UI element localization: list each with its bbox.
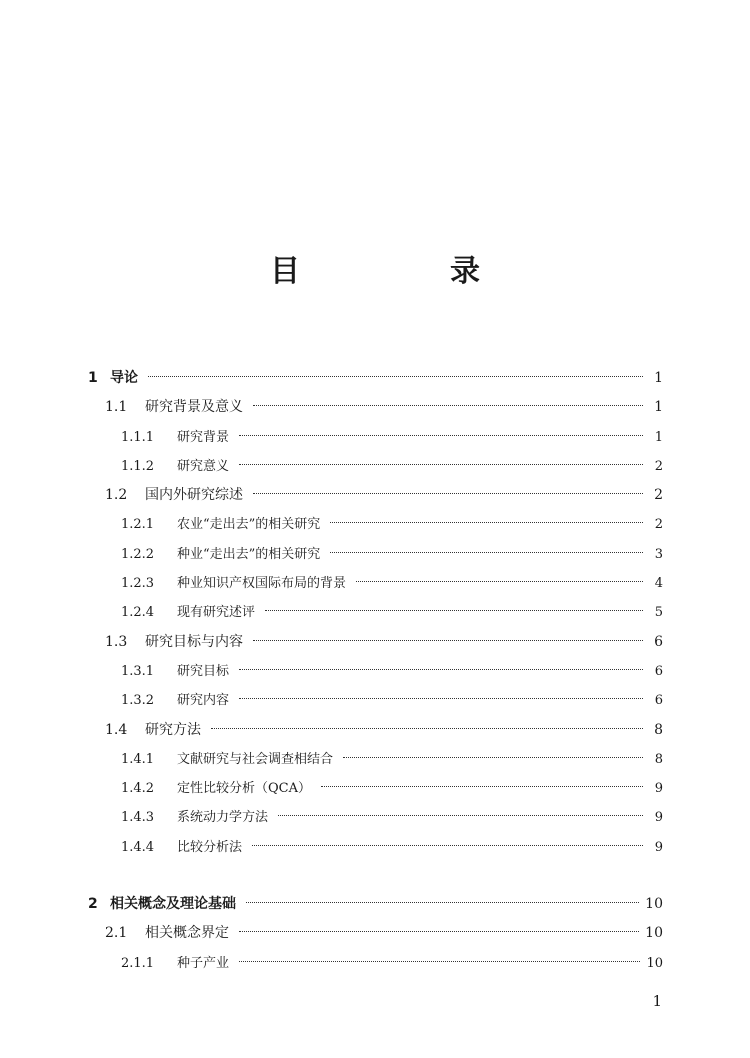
toc-number: 2.1 <box>105 925 128 942</box>
dot-leader <box>330 552 643 553</box>
toc-number: 1.3.1 <box>121 663 155 679</box>
toc-page-number: 3 <box>654 546 663 562</box>
toc-title: 研究背景及意义 <box>145 399 243 416</box>
toc-title: 系统动力学方法 <box>177 810 269 826</box>
toc-number: 1.2.2 <box>121 546 155 562</box>
toc-entry-2-1[interactable] <box>88 919 663 948</box>
dot-leader <box>239 464 643 465</box>
toc-number: 1.1.2 <box>121 458 155 474</box>
toc-page-number: 1 <box>654 399 663 416</box>
dot-leader <box>239 961 640 962</box>
toc-title: 导论 <box>110 370 138 386</box>
table-of-contents <box>88 364 663 978</box>
toc-entry-1-4-3[interactable] <box>88 803 663 832</box>
toc-entry-1-3-2[interactable] <box>88 686 663 715</box>
dot-leader <box>246 902 639 903</box>
toc-page-number: 10 <box>645 896 663 913</box>
toc-page-number: 9 <box>654 839 663 855</box>
toc-number: 1.4.2 <box>121 781 155 797</box>
toc-title: 研究内容 <box>177 693 230 709</box>
toc-number: 1 <box>88 370 98 386</box>
toc-entry-1-2-3[interactable] <box>88 569 663 598</box>
toc-number: 1.2.4 <box>121 605 155 621</box>
toc-page-number: 2 <box>654 517 663 533</box>
toc-title: 种业知识产权国际布局的背景 <box>177 576 347 592</box>
dot-leader <box>211 728 643 729</box>
toc-entry-1-3-1[interactable] <box>88 657 663 686</box>
toc-title: 文献研究与社会调查相结合 <box>177 751 334 767</box>
dot-leader <box>252 845 643 846</box>
dot-leader <box>239 698 643 699</box>
toc-number: 1.4.4 <box>121 839 155 855</box>
toc-page-number: 8 <box>654 721 663 738</box>
dot-leader <box>330 522 643 523</box>
toc-entry-1-4-1[interactable] <box>88 745 663 774</box>
dot-leader <box>265 610 643 611</box>
page-title: 目 录 <box>270 254 540 289</box>
toc-page-number: 6 <box>654 663 663 679</box>
page-number: 1 <box>652 992 662 1010</box>
toc-entry-1-2-4[interactable] <box>88 598 663 627</box>
toc-title: 农业“走出去”的相关研究 <box>177 517 321 533</box>
toc-page-number: 5 <box>654 605 663 621</box>
toc-title: 研究背景 <box>177 429 230 445</box>
toc-title: 种业“走出去”的相关研究 <box>177 546 321 562</box>
dot-leader <box>239 435 643 436</box>
toc-number: 1.4 <box>105 721 128 738</box>
toc-number: 1.3.2 <box>121 693 155 709</box>
toc-number: 1.4.3 <box>121 810 155 826</box>
toc-entry-1-1-2[interactable] <box>88 452 663 481</box>
toc-number: 1.2.3 <box>121 576 155 592</box>
dot-leader <box>356 581 643 582</box>
toc-title: 研究意义 <box>177 458 230 474</box>
toc-title: 定性比较分析（QCA） <box>177 781 311 797</box>
toc-title: 现有研究述评 <box>177 605 256 621</box>
toc-number: 1.4.1 <box>121 751 155 767</box>
chapter-spacer <box>88 862 663 890</box>
toc-entry-2-1-1[interactable] <box>88 949 663 978</box>
toc-entry-1-1-1[interactable] <box>88 423 663 452</box>
dot-leader <box>148 376 643 377</box>
toc-number: 1.1.1 <box>121 429 155 445</box>
toc-page-number: 1 <box>654 429 663 445</box>
toc-page-number: 1 <box>654 370 663 386</box>
toc-title: 研究方法 <box>145 721 201 738</box>
dot-leader <box>253 405 643 406</box>
dot-leader <box>321 786 643 787</box>
toc-page-number: 6 <box>654 693 663 709</box>
toc-page-number: 6 <box>654 633 663 650</box>
toc-page-number: 9 <box>654 810 663 826</box>
toc-title: 相关概念界定 <box>145 925 229 942</box>
toc-page-number: 2 <box>654 487 663 504</box>
dot-leader <box>253 493 643 494</box>
dot-leader <box>343 757 643 758</box>
toc-number: 1.2 <box>105 487 128 504</box>
toc-number: 1.3 <box>105 633 128 650</box>
dot-leader <box>239 669 643 670</box>
toc-page-number: 8 <box>654 751 663 767</box>
toc-entry-chapter-1[interactable] <box>88 364 663 393</box>
dot-leader <box>278 815 643 816</box>
toc-entry-1-1[interactable] <box>88 393 663 422</box>
toc-entry-chapter-2[interactable] <box>88 890 663 919</box>
dot-leader <box>253 640 643 641</box>
toc-page-number: 4 <box>654 576 663 592</box>
toc-page-number: 2 <box>654 458 663 474</box>
toc-page-number: 9 <box>654 781 663 797</box>
toc-entry-1-4[interactable] <box>88 716 663 745</box>
toc-entry-1-2-1[interactable] <box>88 510 663 539</box>
toc-title: 国内外研究综述 <box>145 487 243 504</box>
toc-title: 研究目标 <box>177 663 230 679</box>
toc-entry-1-2-2[interactable] <box>88 540 663 569</box>
toc-title: 种子产业 <box>177 955 230 971</box>
toc-entry-1-4-2[interactable] <box>88 774 663 803</box>
toc-title: 相关概念及理论基础 <box>110 896 236 913</box>
toc-entry-1-2[interactable] <box>88 481 663 510</box>
toc-page-number: 10 <box>646 955 663 971</box>
toc-number: 1.2.1 <box>121 517 155 533</box>
toc-entry-1-3[interactable] <box>88 628 663 657</box>
toc-title: 研究目标与内容 <box>145 633 243 650</box>
toc-title: 比较分析法 <box>177 839 243 855</box>
toc-page-number: 10 <box>645 925 663 942</box>
toc-entry-1-4-4[interactable] <box>88 833 663 862</box>
toc-number: 2 <box>88 896 98 913</box>
toc-number: 1.1 <box>105 399 128 416</box>
dot-leader <box>239 931 639 932</box>
toc-number: 2.1.1 <box>121 955 155 971</box>
